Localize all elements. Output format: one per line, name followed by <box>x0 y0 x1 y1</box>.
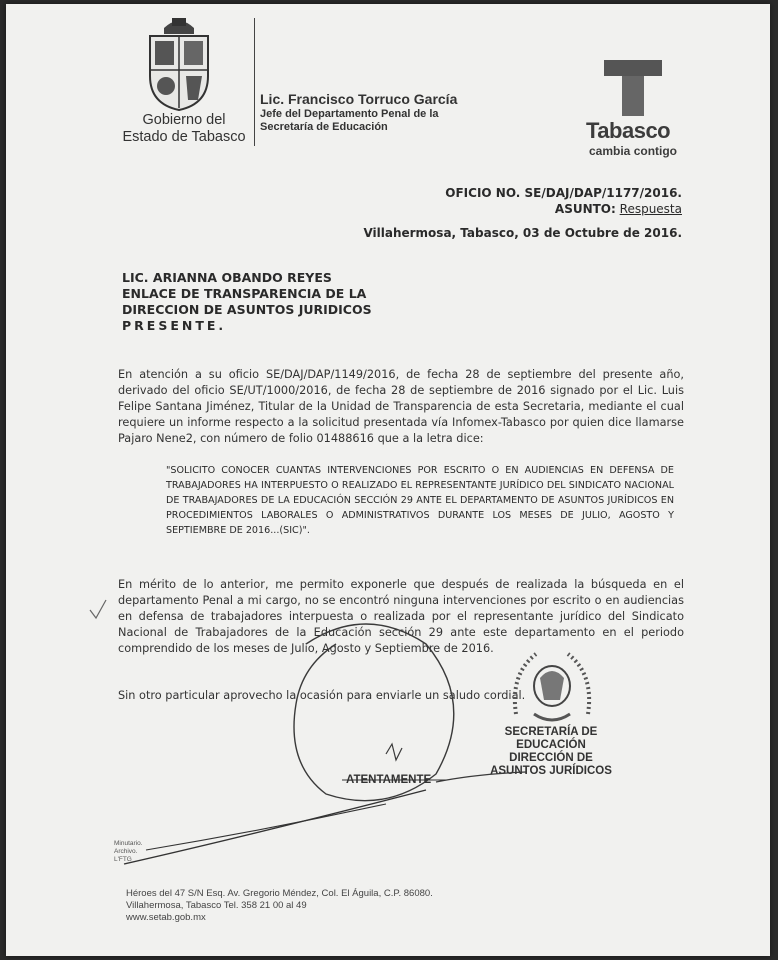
asunto-label: ASUNTO: <box>554 202 616 216</box>
notes-line-3: L'FTG <box>114 856 132 863</box>
recipient-line-4: PRESENTE. <box>122 318 227 333</box>
recipient-line-1: LIC. ARIANNA OBANDO REYES <box>122 270 332 285</box>
gov-line-2: Estado de Tabasco <box>122 129 246 145</box>
stamp-line-3: DIRECCIÓN DE <box>509 752 593 764</box>
asunto-value: Respuesta <box>619 202 682 216</box>
place-date: Villahermosa, Tabasco, 03 de Octubre de 2016. <box>363 226 682 240</box>
recipient-line-2: ENLACE DE TRANSPARENCIA DE LA <box>122 286 367 301</box>
stamp-line-2: EDUCACIÓN <box>516 739 586 751</box>
notes-line-2: Archivo. <box>114 848 138 855</box>
footer-line-1: Héroes del 47 S/N Esq. Av. Gregorio Méndez, Col. El Águila, C.P. 86080. <box>126 888 433 899</box>
letter-page <box>6 4 770 956</box>
gov-line-1: Gobierno del <box>142 112 226 128</box>
footer-address <box>126 888 433 924</box>
official-name: Lic. Francisco Torruco García <box>260 91 458 107</box>
notes-line-1: Minutario. <box>114 840 143 847</box>
official-title-line-2: Secretaría de Educación <box>260 121 388 133</box>
atentamente: ATENTAMENTE <box>346 774 432 786</box>
oficio-text: OFICIO NO. SE/DAJ/DAP/1177/2016. <box>445 186 682 200</box>
tabasco-slogan: cambia contigo <box>589 144 678 158</box>
body-paragraph-2: En mérito de lo anterior, me permito exponerle que después de realizada la búsqueda en el departamento Penal a mi cargo, no se encontró ninguna intervenciones por escrito o en audiencias en defensa de trabajadores interpuesta o realizada por el representante jurídico del Sindicato Nacional de Trabajadores de la Educación sección 29 ante este departamento en el periodo comprendido de los meses de Julio, Agosto y Septiembre de 2016. <box>118 578 684 655</box>
official-title-line-1: Jefe del Departamento Penal de la <box>260 108 439 120</box>
body-paragraph-1: En atención a su oficio SE/DAJ/DAP/1149/2016, de fecha 28 de septiembre del presente año, derivado del oficio SE/UT/1000/2016, de fecha 28 de septiembre de 2016 signado por el Lic. Luis Felipe Santana Jiménez, Titular de la Unidad de Transparencia de esta Secretaria, mediante el cual requiere un informe respecto a la solicitud presentada vía Infomex-Tabasco por quien dice llamarse Pajaro Nene2, con número de folio 01488616 que a la letra dice: <box>118 368 684 445</box>
recipient-line-3: DIRECCION DE ASUNTOS JURIDICOS <box>122 302 372 317</box>
stamp-line-1: SECRETARÍA DE <box>504 726 598 738</box>
handwritten-signature <box>6 4 770 956</box>
stamp-line-4: ASUNTOS JURÍDICOS <box>490 765 612 777</box>
footer-line-2: Villahermosa, Tabasco Tel. 358 21 00 al 49 <box>126 900 307 911</box>
closing-line: Sin otro particular aprovecho la ocasión para enviarle un saludo cordial. <box>118 689 526 702</box>
archive-notes <box>114 840 143 864</box>
footer-line-3: www.setab.gob.mx <box>126 912 206 923</box>
tabasco-logo-text: Tabasco <box>586 118 671 143</box>
quoted-request: "SOLICITO CONOCER CUANTAS INTERVENCIONES POR ESCRITO O EN AUDIENCIAS EN DEFENSA DE TRABAJADORES HA INTERPUESTO O REALIZADO EL REPRESENTANTE JURÍDICO DEL SINDICATO NACIONAL DE TRABAJADORES DE LA EDUCACIÓN SECCIÓN 29 ANTE EL DEPARTAMENTO DE ASUNTOS JURÍDICOS EN PROCEDIMIENTOS LABORALES O ADMINISTRATIVOS DURANTE LOS MESES DE JULIO, AGOSTO Y SEPTIEMBRE DE 2016...(SIC)". <box>166 465 674 536</box>
